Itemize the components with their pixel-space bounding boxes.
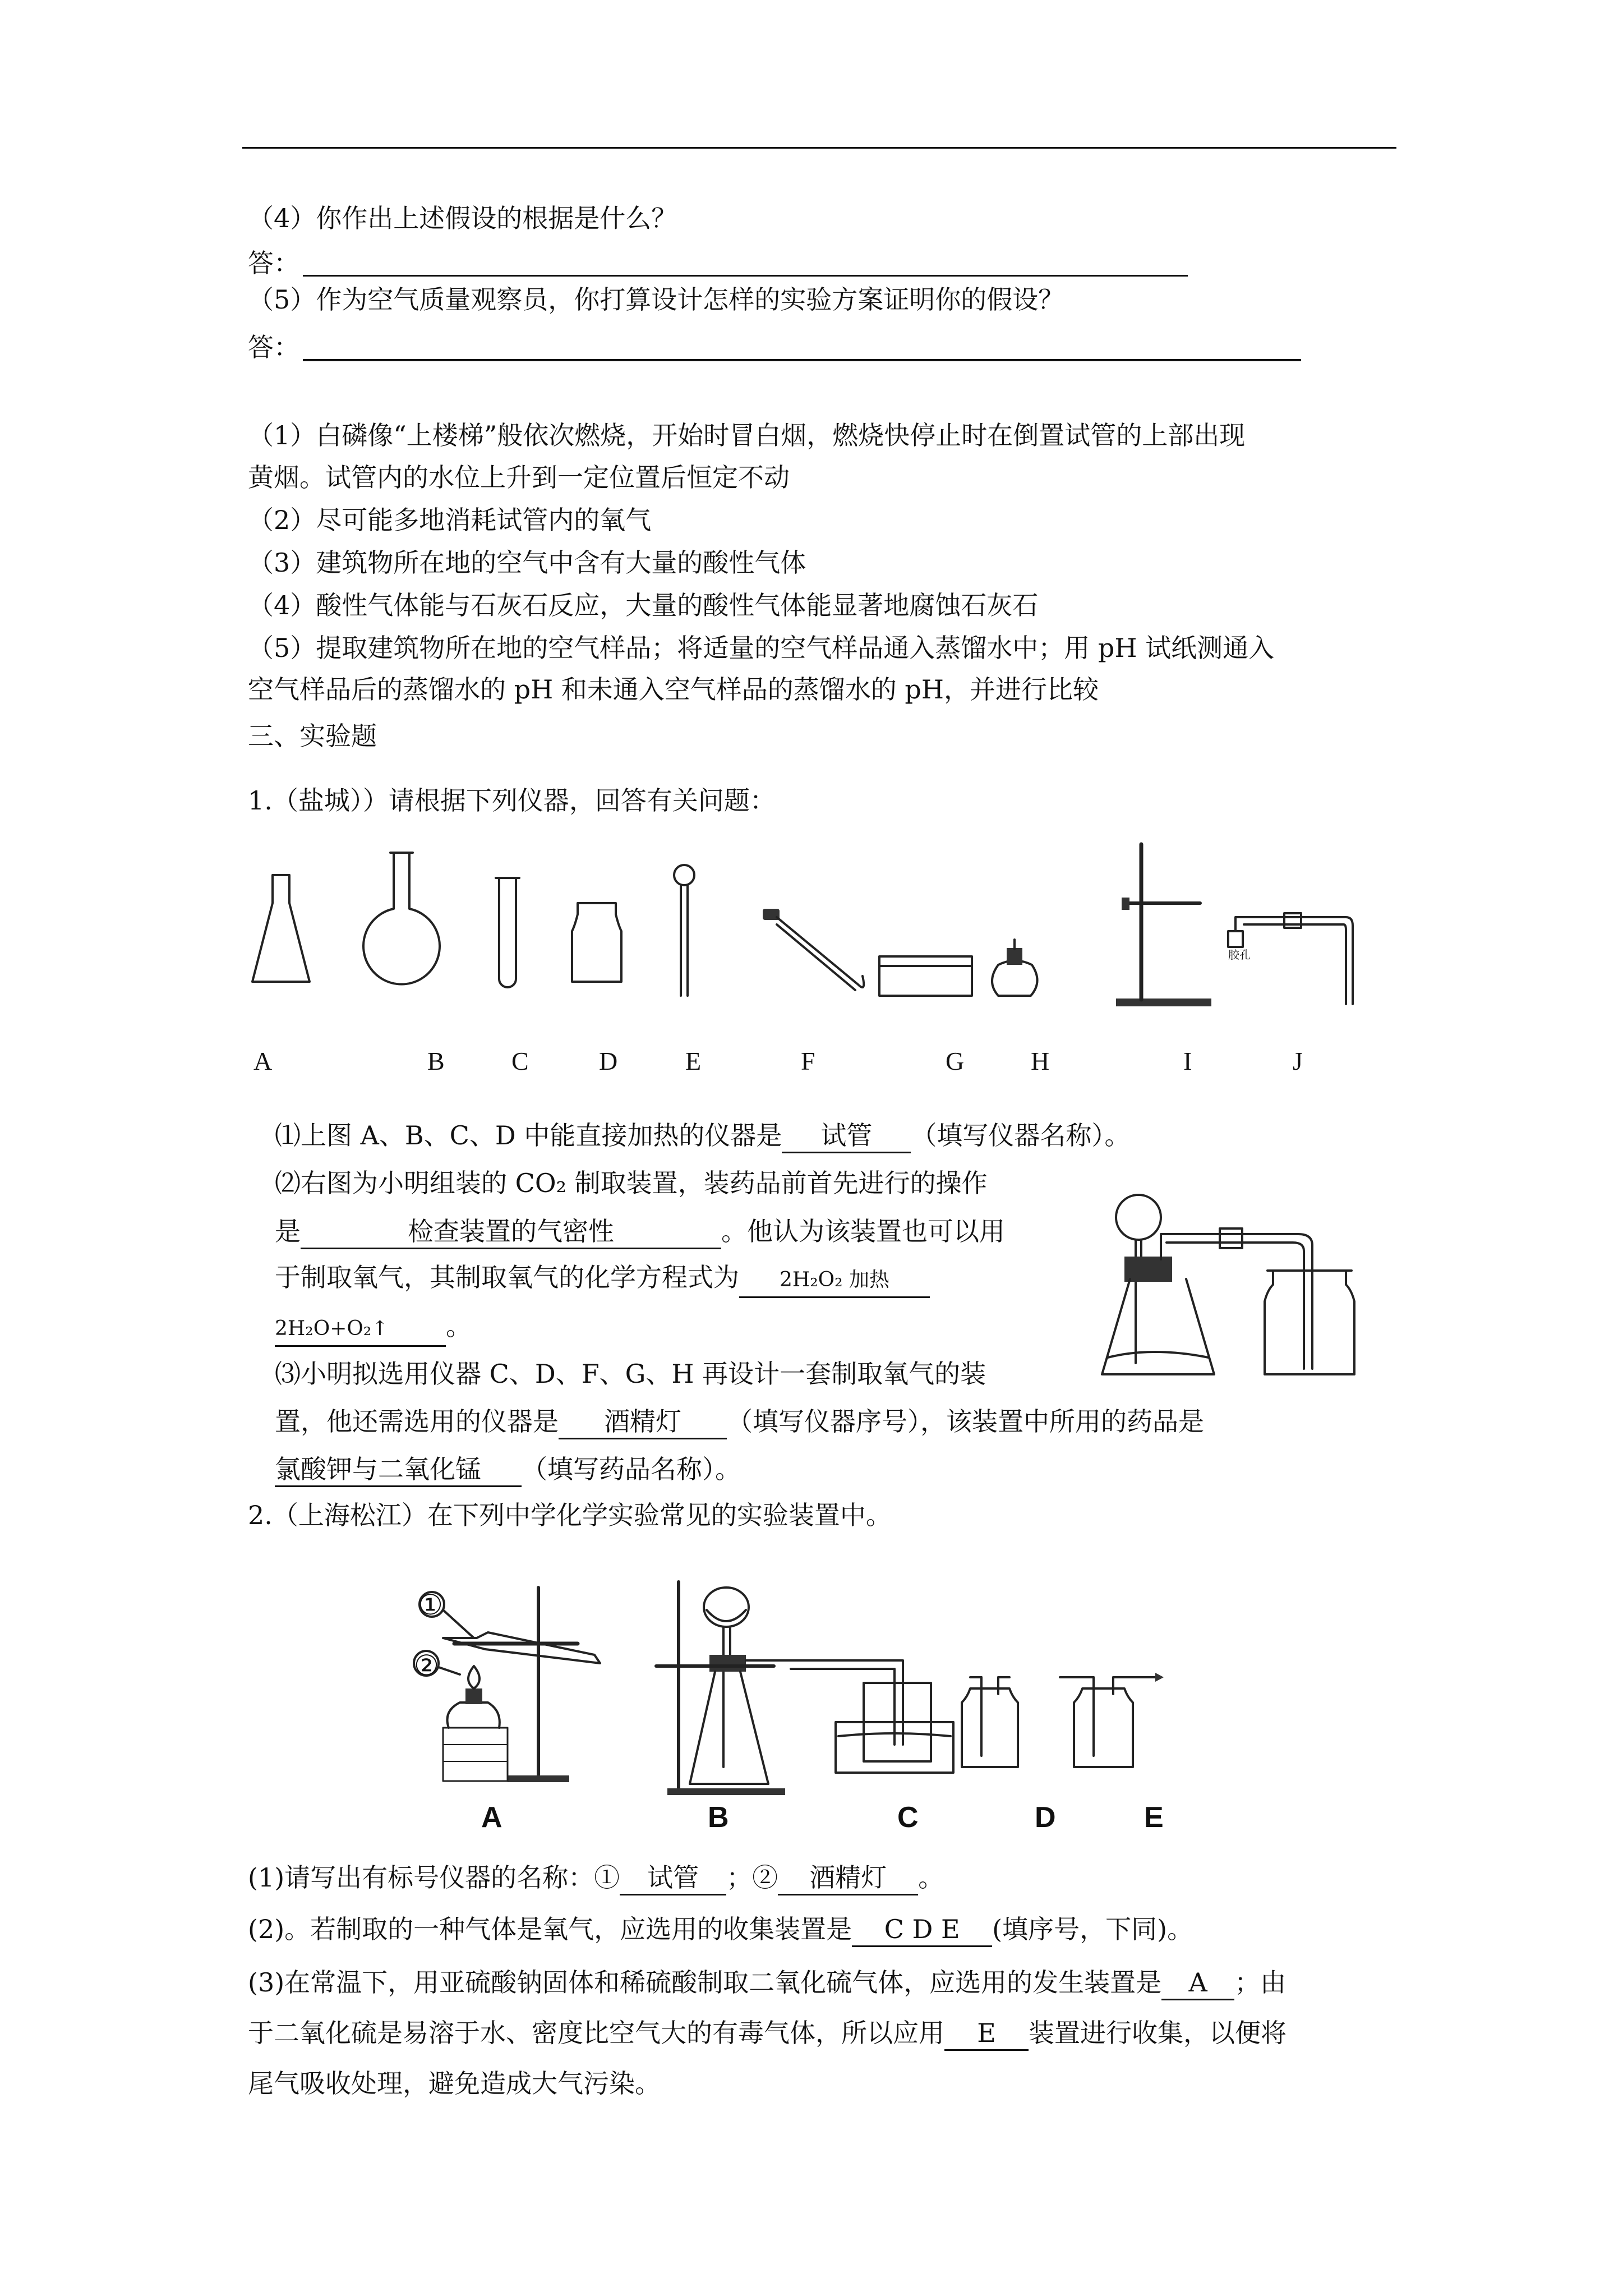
p2-subq-2: (2)。若制取的一种气体是氧气，应选用的收集装置是 C D E (填序号，下同)。 xyxy=(248,1913,1193,1947)
p2-subq-1-answer-2: 酒精灯 xyxy=(778,1861,918,1895)
test-tube-icon xyxy=(496,878,519,987)
p1-subq-3-line-1: ⑶小明拟选用仪器 C、D、F、G、H 再设计一套制取氧气的装 xyxy=(275,1359,986,1389)
p1-subq-2-line-1: ⑵右图为小明组装的 CO₂ 制取装置，装药品前首先进行的操作 xyxy=(275,1168,988,1198)
iron-stand-icon xyxy=(1116,844,1211,1006)
answer-1-line-1: （1）白磷像“上楼梯”般依次燃烧，开始时冒白烟，燃烧快停止时在倒置试管的上部出现 xyxy=(248,420,1246,450)
instrument-label-f: F xyxy=(801,1047,815,1075)
alcohol-lamp-icon xyxy=(992,940,1038,996)
p1-subq-1-answer: 试管 xyxy=(782,1119,911,1153)
p2-subq-3-line-3: 尾气吸收处理，避免造成大气污染。 xyxy=(248,2068,661,2099)
apparatus-label-d: D xyxy=(1035,1801,1056,1834)
co2-apparatus-figure xyxy=(1096,1167,1360,1391)
marker-1: ① xyxy=(418,1589,443,1621)
instrument-label-a: A xyxy=(253,1047,273,1075)
answer-5-line-2: 空气样品后的蒸馏水的 pH 和未通入空气样品的蒸馏水的 pH，并进行比较 xyxy=(248,674,1099,705)
conical-flask-icon xyxy=(252,875,310,982)
apparatus-e xyxy=(1060,1673,1164,1767)
p2-subq-3-answer-1: A xyxy=(1161,1966,1234,2000)
instrument-label-b: B xyxy=(427,1047,445,1075)
p2-subq-3-line-2: 于二氧化硫是易溶于水、密度比空气大的有毒气体，所以应用 E 装置进行收集，以便将 xyxy=(248,2017,1287,2051)
apparatus-label-b: B xyxy=(708,1801,729,1834)
p1-subq-2-line-3: 于制取氧气，其制取氧气的化学方程式为 2H₂O₂ 加热 xyxy=(275,1261,930,1298)
apparatus-figure xyxy=(409,1576,1217,1812)
answer-3: （3）建筑物所在地的空气中含有大量的酸性气体 xyxy=(248,547,806,578)
p2-subq-3-answer-2: E xyxy=(944,2017,1029,2051)
answer-4-line xyxy=(303,275,1188,277)
apparatus-c xyxy=(791,1660,953,1773)
p1-subq-3-answer-1: 酒精灯 xyxy=(559,1405,727,1439)
reagent-bottle-icon xyxy=(572,903,621,982)
trough-icon xyxy=(879,956,972,996)
dropper-icon xyxy=(674,865,694,996)
bent-tube-icon xyxy=(763,909,864,990)
instrument-label-i: I xyxy=(1183,1047,1192,1075)
instrument-label-j: J xyxy=(1293,1047,1303,1075)
answer-4-label: 答： xyxy=(248,248,299,278)
header-rule xyxy=(242,147,1396,149)
question-4: （4）你作出上述假设的根据是什么？ xyxy=(248,203,677,233)
apparatus-label-c: C xyxy=(897,1801,919,1834)
instrument-label-d: D xyxy=(599,1047,618,1075)
answer-4: （4）酸性气体能与石灰石反应，大量的酸性气体能显著地腐蚀石灰石 xyxy=(248,590,1039,620)
p1-subq-3-answer-2: 氯酸钾与二氧化锰 xyxy=(275,1453,522,1487)
question-5: （5）作为空气质量观察员，你打算设计怎样的实验方案证明你的假设？ xyxy=(248,284,1064,315)
instrument-label-g: G xyxy=(946,1047,965,1075)
p1-subq-2-line-4: 2H₂O+O₂↑ 。 xyxy=(275,1310,472,1347)
apparatus-label-e: E xyxy=(1144,1801,1164,1834)
p1-subq-2-line-2: 是 检查装置的气密性 。他认为该装置也可以用 xyxy=(275,1215,1005,1249)
round-flask-icon xyxy=(363,853,440,984)
p1-subq-3-line-2: 置，他还需选用的仪器是 酒精灯 （填写仪器序号），该装置中所用的药品是 xyxy=(275,1405,1204,1439)
marker-2: ② xyxy=(414,1649,439,1682)
instrument-label-c: C xyxy=(511,1047,529,1075)
p1-subq-3-line-3: 氯酸钾与二氧化锰 （填写药品名称）。 xyxy=(275,1453,741,1487)
p2-subq-1: (1)请写出有标号仪器的名称：① 试管 ；② 酒精灯 。 xyxy=(248,1861,944,1895)
problem-2-title: 2.（上海松江）在下列中学化学实验常见的实验装置中。 xyxy=(248,1500,892,1530)
p2-subq-1-answer-1: 试管 xyxy=(620,1861,726,1895)
apparatus-b xyxy=(656,1582,791,1795)
p1-equation-part-2: 2H₂O+O₂↑ xyxy=(275,1313,446,1347)
j-tube-label: 胶孔 xyxy=(1228,948,1251,961)
instrument-label-h: H xyxy=(1031,1047,1050,1075)
answer-1-line-2: 黄烟。试管内的水位上升到一定位置后恒定不动 xyxy=(248,462,790,493)
p1-subq-2-answer: 检查装置的气密性 xyxy=(301,1215,721,1249)
p2-subq-3-line-1: (3)在常温下，用亚硫酸钠固体和稀硫酸制取二氧化硫气体，应选用的发生装置是 A ；由 xyxy=(248,1966,1286,2000)
answer-2: （2）尽可能多地消耗试管内的氧气 xyxy=(248,505,652,535)
apparatus-d xyxy=(962,1677,1018,1767)
answer-5-line xyxy=(303,359,1301,361)
apparatus-label-a: A xyxy=(481,1801,502,1834)
answer-5-line-1: （5）提取建筑物所在地的空气样品；将适量的空气样品通入蒸馏水中；用 pH 试纸测通入 xyxy=(248,633,1275,663)
instruments-figure xyxy=(247,841,1368,1027)
instrument-label-e: E xyxy=(685,1047,702,1075)
problem-1-title: 1.（盐城））请根据下列仪器，回答有关问题： xyxy=(248,785,776,816)
p2-subq-2-answer: C D E xyxy=(852,1913,992,1947)
answer-5-label: 答： xyxy=(248,332,299,362)
p1-equation-part-1: 2H₂O₂ 加热 xyxy=(739,1264,930,1298)
section-3-title: 三、实验题 xyxy=(248,721,377,751)
p1-subq-1: ⑴上图 A、B、C、D 中能直接加热的仪器是 试管 （填写仪器名称）。 xyxy=(275,1119,1130,1153)
